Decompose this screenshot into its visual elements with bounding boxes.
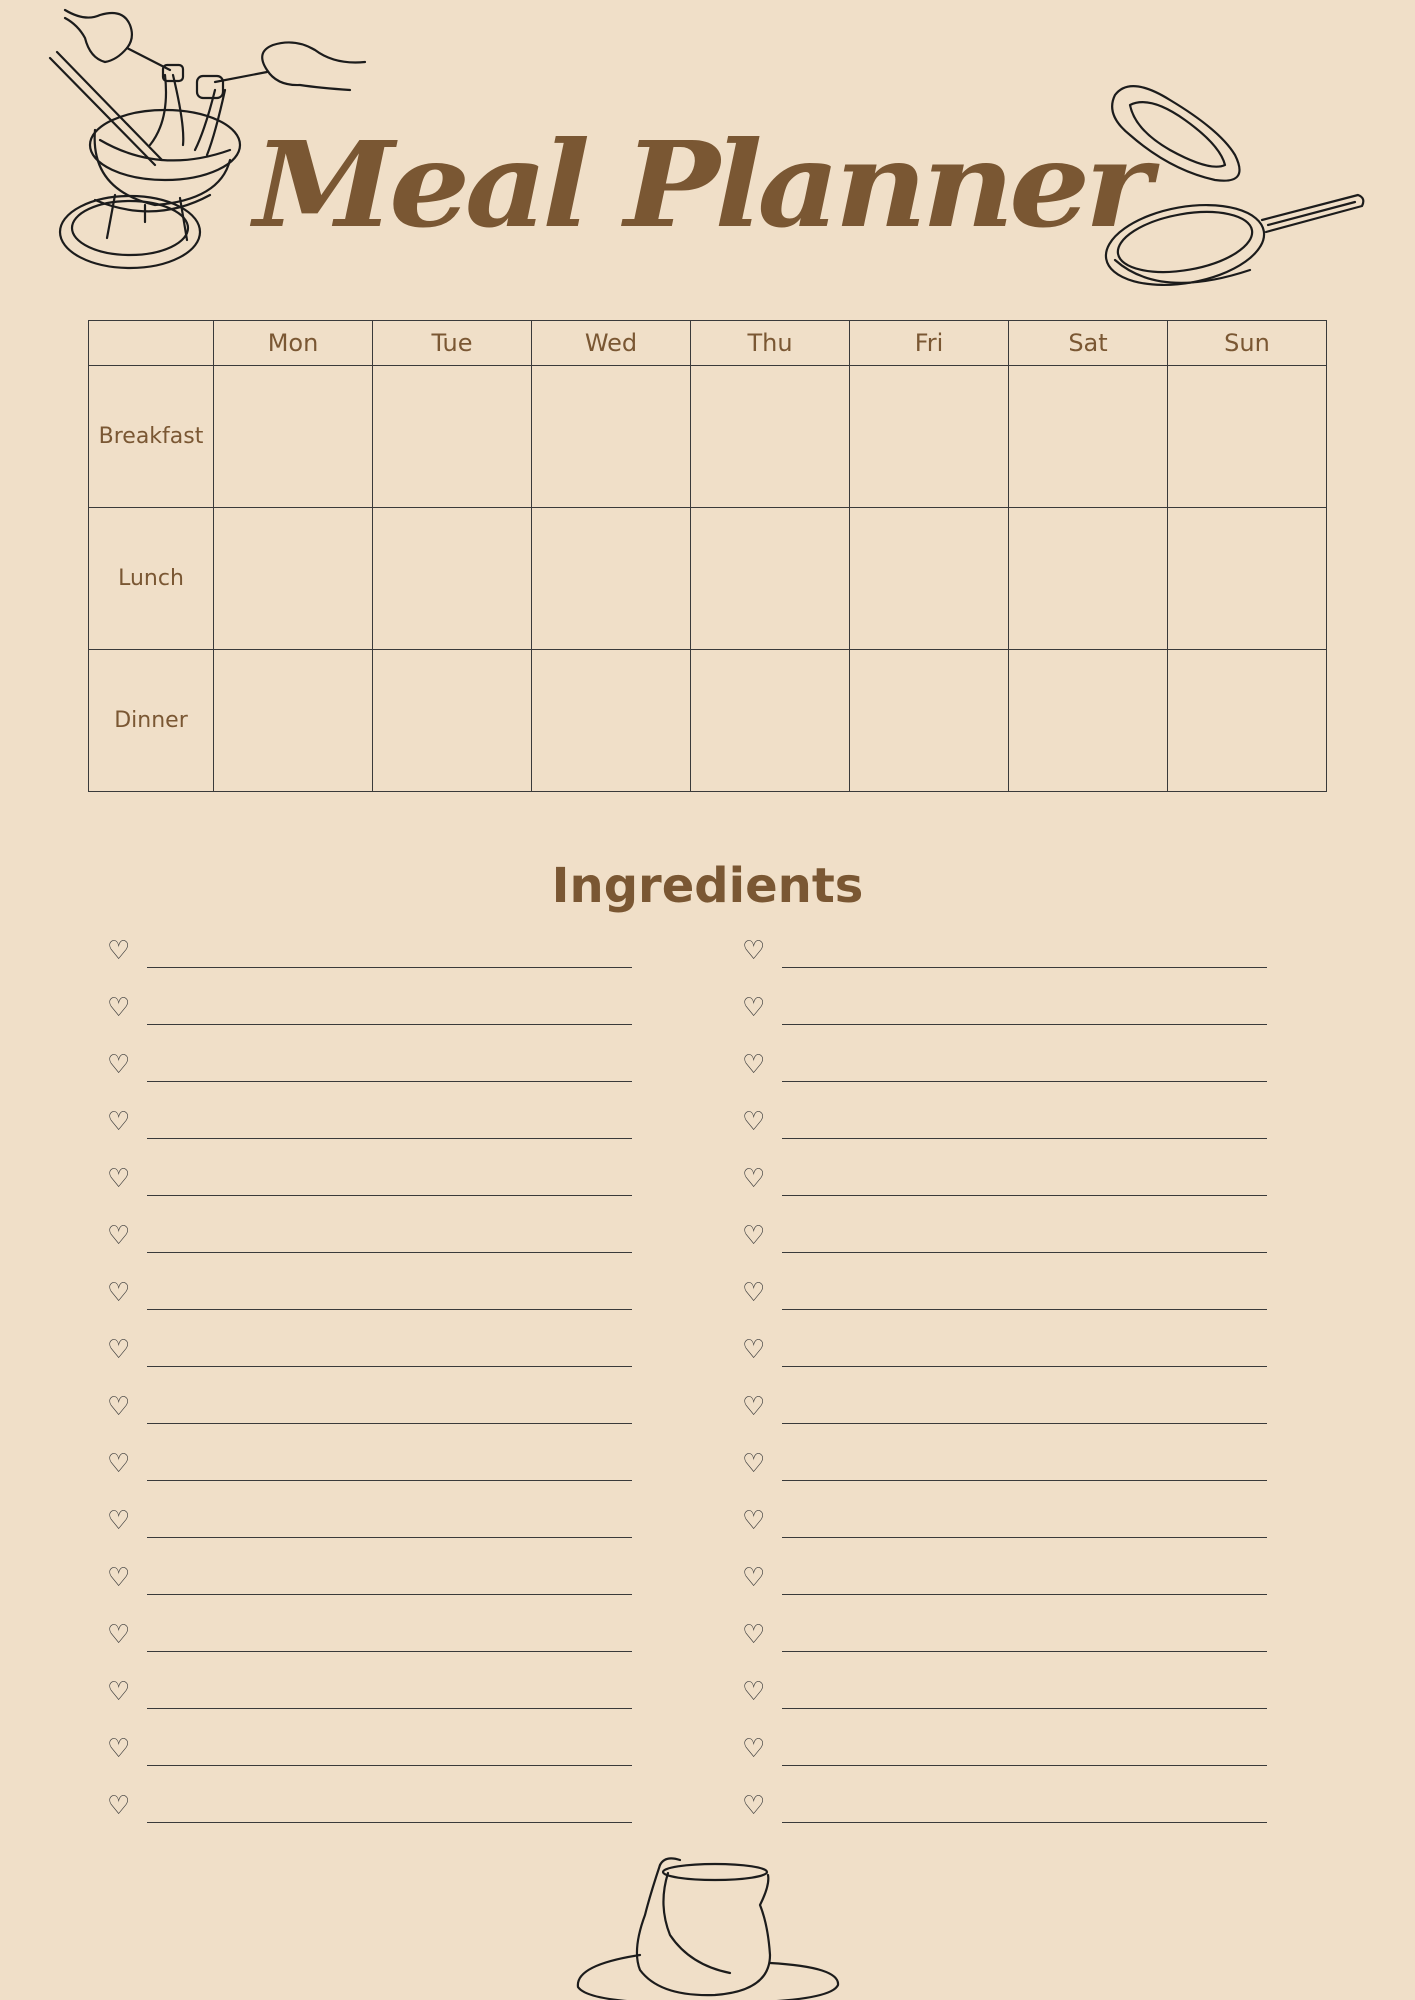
- ingredient-line[interactable]: [782, 1024, 1267, 1025]
- day-header-tue: Tue: [373, 321, 532, 366]
- table-row: [89, 650, 1327, 792]
- ingredients-column-right: [742, 930, 1282, 1842]
- meal-cell[interactable]: [1168, 650, 1327, 792]
- ingredient-line[interactable]: [782, 1081, 1267, 1082]
- table-row: [89, 366, 1327, 508]
- ingredient-item: [107, 1785, 647, 1842]
- day-header-fri: Fri: [850, 321, 1009, 366]
- heart-icon: ♡: [742, 1677, 766, 1707]
- heart-icon: ♡: [107, 1050, 131, 1080]
- teapot-illustration: [570, 1855, 850, 2000]
- heart-icon: ♡: [742, 1449, 766, 1479]
- ingredient-line[interactable]: [147, 1024, 632, 1025]
- heart-icon: ♡: [742, 1506, 766, 1536]
- meal-cell[interactable]: [1009, 508, 1168, 650]
- heart-icon: ♡: [107, 993, 131, 1023]
- day-header-wed: Wed: [532, 321, 691, 366]
- heart-icon: ♡: [107, 1164, 131, 1194]
- ingredient-item: [742, 1101, 1282, 1158]
- ingredient-line[interactable]: [782, 1480, 1267, 1481]
- heart-icon: ♡: [742, 1734, 766, 1764]
- ingredient-line[interactable]: [147, 1138, 632, 1139]
- ingredient-line[interactable]: [782, 1423, 1267, 1424]
- meal-label-dinner: Dinner: [89, 650, 214, 792]
- ingredient-line[interactable]: [782, 967, 1267, 968]
- ingredient-item: [107, 1329, 647, 1386]
- ingredient-line[interactable]: [147, 1252, 632, 1253]
- ingredient-item: [107, 930, 647, 987]
- day-header-mon: Mon: [214, 321, 373, 366]
- ingredient-line[interactable]: [147, 1309, 632, 1310]
- heart-icon: ♡: [742, 1107, 766, 1137]
- ingredient-item: [107, 987, 647, 1044]
- meal-cell[interactable]: [214, 650, 373, 792]
- meal-cell[interactable]: [691, 508, 850, 650]
- ingredient-item: [742, 1386, 1282, 1443]
- ingredient-item: [742, 987, 1282, 1044]
- meal-cell[interactable]: [373, 650, 532, 792]
- ingredient-line[interactable]: [147, 1594, 632, 1595]
- meal-cell[interactable]: [1009, 366, 1168, 508]
- ingredient-line[interactable]: [782, 1366, 1267, 1367]
- heart-icon: ♡: [107, 1335, 131, 1365]
- meal-cell[interactable]: [532, 650, 691, 792]
- meal-cell[interactable]: [532, 508, 691, 650]
- heart-icon: ♡: [742, 1164, 766, 1194]
- heart-icon: ♡: [742, 1050, 766, 1080]
- ingredient-line[interactable]: [782, 1309, 1267, 1310]
- ingredient-item: [742, 1557, 1282, 1614]
- ingredient-line[interactable]: [782, 1822, 1267, 1823]
- heart-icon: ♡: [742, 1791, 766, 1821]
- heart-icon: ♡: [107, 1563, 131, 1593]
- ingredient-line[interactable]: [782, 1765, 1267, 1766]
- meal-cell[interactable]: [373, 366, 532, 508]
- ingredient-item: [107, 1386, 647, 1443]
- ingredient-item: [107, 1101, 647, 1158]
- heart-icon: ♡: [107, 1791, 131, 1821]
- day-header-thu: Thu: [691, 321, 850, 366]
- ingredient-line[interactable]: [147, 1366, 632, 1367]
- ingredient-line[interactable]: [782, 1708, 1267, 1709]
- meal-cell[interactable]: [214, 508, 373, 650]
- meal-cell[interactable]: [850, 366, 1009, 508]
- ingredient-line[interactable]: [782, 1651, 1267, 1652]
- ingredients-title: Ingredients: [551, 858, 864, 914]
- ingredient-item: [742, 1671, 1282, 1728]
- ingredient-item: [742, 1500, 1282, 1557]
- ingredient-item: [742, 1044, 1282, 1101]
- meal-cell[interactable]: [214, 366, 373, 508]
- meal-cell[interactable]: [1168, 508, 1327, 650]
- heart-icon: ♡: [107, 1392, 131, 1422]
- ingredient-item: [742, 1329, 1282, 1386]
- meal-cell[interactable]: [850, 508, 1009, 650]
- day-header-sat: Sat: [1009, 321, 1168, 366]
- ingredient-line[interactable]: [782, 1252, 1267, 1253]
- page-title: Meal Planner: [253, 115, 1147, 254]
- heart-icon: ♡: [742, 1278, 766, 1308]
- ingredient-line[interactable]: [147, 1765, 632, 1766]
- heart-icon: ♡: [107, 1107, 131, 1137]
- ingredient-item: [107, 1557, 647, 1614]
- ingredient-item: [107, 1158, 647, 1215]
- heart-icon: ♡: [742, 1563, 766, 1593]
- ingredient-item: [107, 1215, 647, 1272]
- heart-icon: ♡: [742, 1392, 766, 1422]
- ingredient-line[interactable]: [147, 1537, 632, 1538]
- table-row: [89, 508, 1327, 650]
- ingredient-item: [107, 1443, 647, 1500]
- ingredient-item: [742, 1728, 1282, 1785]
- meal-cell[interactable]: [850, 650, 1009, 792]
- heart-icon: ♡: [107, 1449, 131, 1479]
- ingredient-item: [742, 1443, 1282, 1500]
- ingredient-line[interactable]: [147, 967, 632, 968]
- heart-icon: ♡: [742, 1620, 766, 1650]
- ingredient-line[interactable]: [147, 1480, 632, 1481]
- ingredient-line[interactable]: [782, 1195, 1267, 1196]
- ingredient-item: [742, 1614, 1282, 1671]
- ingredient-line[interactable]: [147, 1651, 632, 1652]
- meal-cell[interactable]: [373, 508, 532, 650]
- meal-cell[interactable]: [1009, 650, 1168, 792]
- heart-icon: ♡: [742, 936, 766, 966]
- ingredient-line[interactable]: [147, 1708, 632, 1709]
- corner-cell: [89, 321, 214, 366]
- heart-icon: ♡: [742, 1335, 766, 1365]
- ingredient-item: [107, 1671, 647, 1728]
- ingredient-item: [742, 1785, 1282, 1842]
- heart-icon: ♡: [107, 1620, 131, 1650]
- ingredient-item: [107, 1500, 647, 1557]
- ingredient-line[interactable]: [782, 1138, 1267, 1139]
- meal-cell[interactable]: [532, 366, 691, 508]
- ingredient-item: [742, 930, 1282, 987]
- heart-icon: ♡: [742, 993, 766, 1023]
- ingredient-item: [742, 1272, 1282, 1329]
- heart-icon: ♡: [107, 1734, 131, 1764]
- heart-icon: ♡: [107, 1506, 131, 1536]
- ingredient-item: [742, 1215, 1282, 1272]
- meal-cell[interactable]: [691, 650, 850, 792]
- meal-label-lunch: Lunch: [89, 508, 214, 650]
- ingredient-line[interactable]: [147, 1423, 632, 1424]
- ingredient-line[interactable]: [147, 1081, 632, 1082]
- heart-icon: ♡: [107, 1278, 131, 1308]
- table-header-row: [89, 321, 1327, 366]
- ingredient-item: [107, 1728, 647, 1785]
- heart-icon: ♡: [107, 936, 131, 966]
- ingredient-line[interactable]: [147, 1195, 632, 1196]
- heart-icon: ♡: [742, 1221, 766, 1251]
- meal-plan-table: [88, 320, 1327, 792]
- meal-cell[interactable]: [1168, 366, 1327, 508]
- meal-label-breakfast: Breakfast: [89, 366, 214, 508]
- ingredient-item: [107, 1272, 647, 1329]
- ingredient-line[interactable]: [782, 1594, 1267, 1595]
- heart-icon: ♡: [107, 1677, 131, 1707]
- ingredient-item: [107, 1614, 647, 1671]
- day-header-sun: Sun: [1168, 321, 1327, 366]
- ingredient-line[interactable]: [147, 1822, 632, 1823]
- ingredients-column-left: [107, 930, 647, 1842]
- ingredient-line[interactable]: [782, 1537, 1267, 1538]
- ingredient-item: [742, 1158, 1282, 1215]
- ingredient-item: [107, 1044, 647, 1101]
- meal-cell[interactable]: [691, 366, 850, 508]
- heart-icon: ♡: [107, 1221, 131, 1251]
